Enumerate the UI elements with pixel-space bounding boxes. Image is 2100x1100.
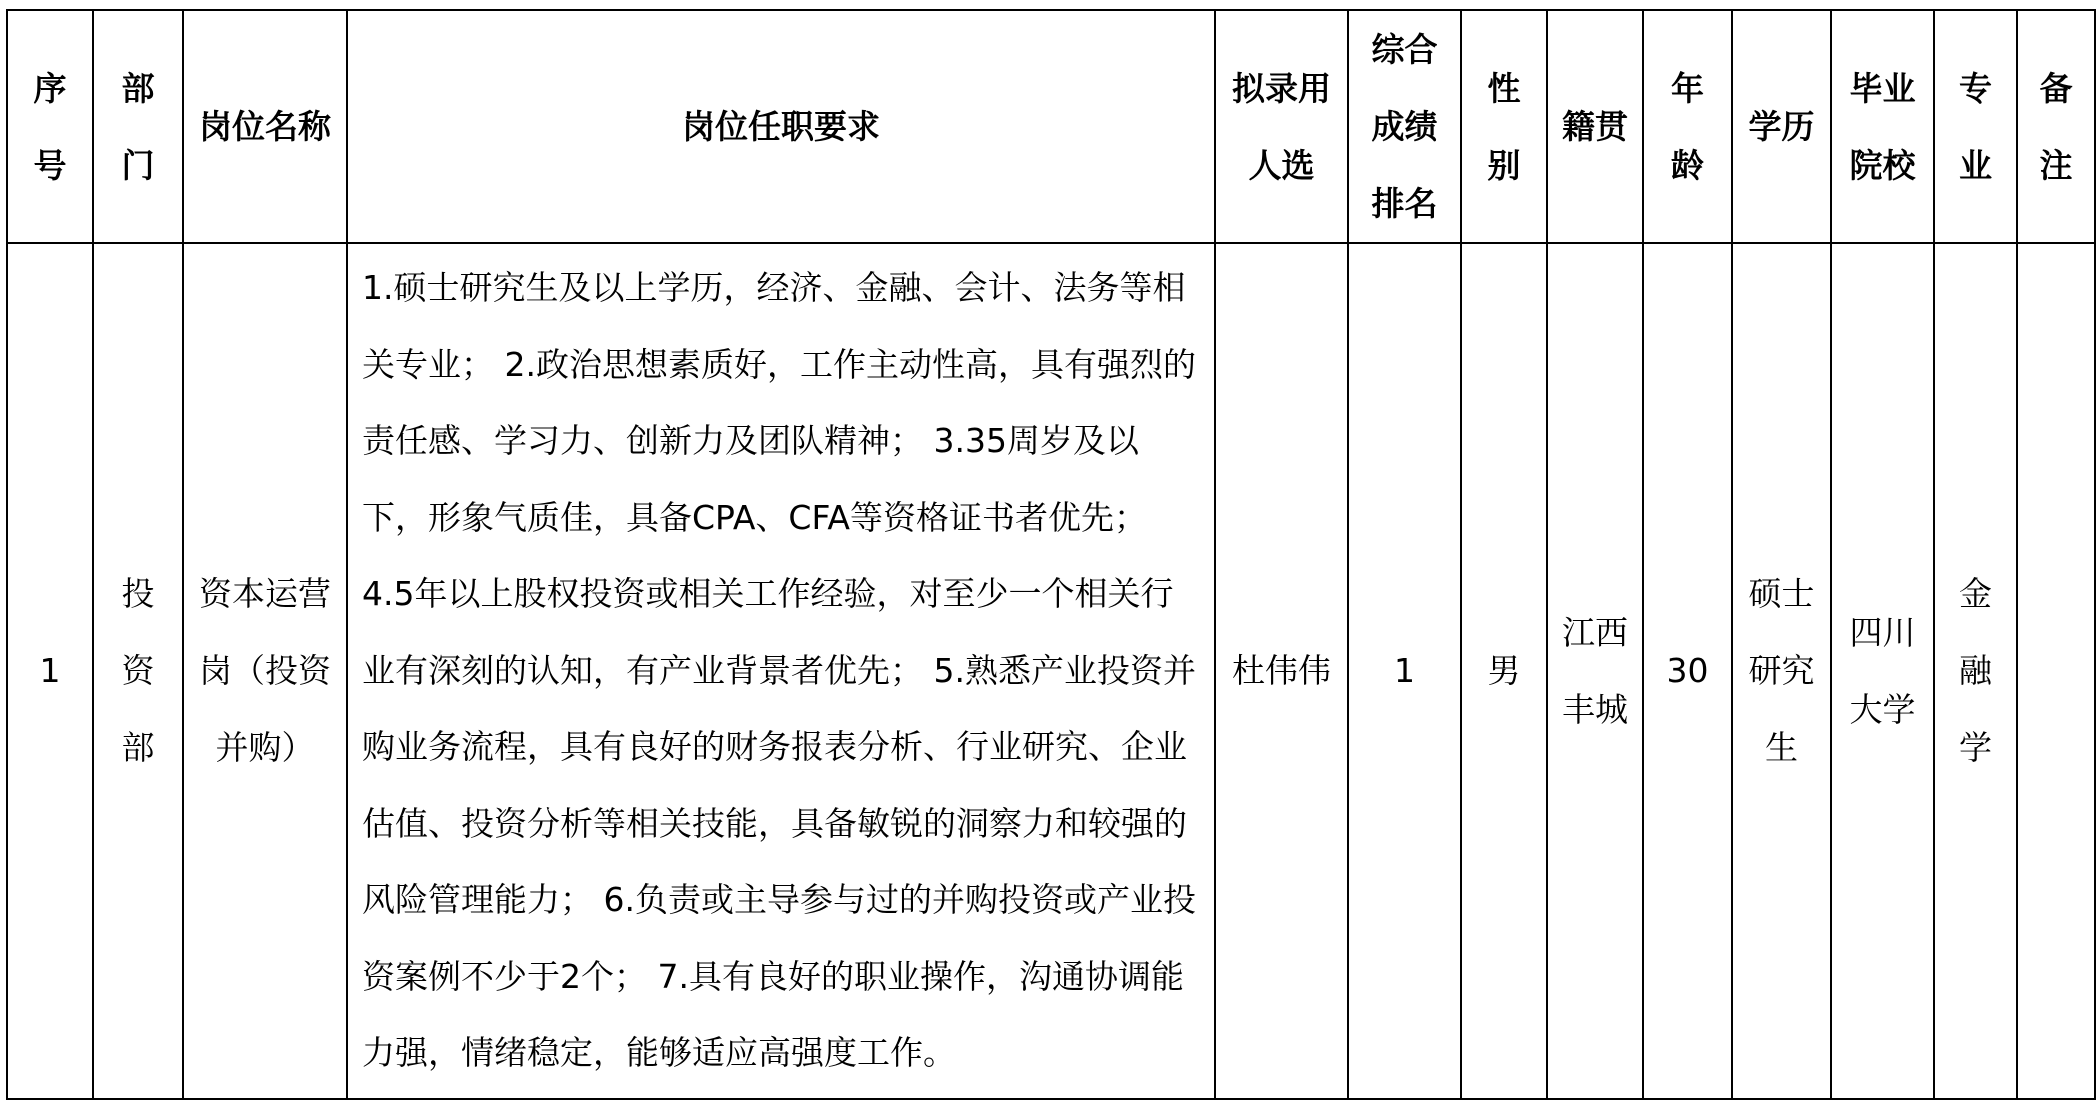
header-hometown: 籍贯: [1547, 10, 1643, 243]
cell-age: 30: [1643, 243, 1732, 1099]
cell-position: 资本运营岗（投资并购）: [183, 243, 347, 1099]
cell-hometown: 江西丰城: [1547, 243, 1643, 1099]
header-education: 学历: [1732, 10, 1831, 243]
header-position: 岗位名称: [183, 10, 347, 243]
header-candidate: 拟录用人选: [1215, 10, 1348, 243]
header-major: 专业: [1934, 10, 2017, 243]
recruitment-table: [6, 9, 2096, 1100]
cell-gender: 男: [1461, 243, 1547, 1099]
header-row: [7, 10, 2095, 243]
cell-major: 金融学: [1934, 243, 2017, 1099]
header-age: 年龄: [1643, 10, 1732, 243]
cell-candidate: 杜伟伟: [1215, 243, 1348, 1099]
cell-school: 四川大学: [1831, 243, 1934, 1099]
header-school: 毕业院校: [1831, 10, 1934, 243]
cell-dept: 投资部: [93, 243, 183, 1099]
header-requirements: 岗位任职要求: [347, 10, 1215, 243]
table-row: [7, 243, 2095, 1099]
header-seq: 序号: [7, 10, 93, 243]
cell-requirements: 1.硕士研究生及以上学历，经济、金融、会计、法务等相关专业； 2.政治思想素质好，工作主动性高，具有强烈的责任感、学习力、创新力及团队精神； 3.35周岁及以下，形象气质佳，具备CPA、CFA等资格证书者优先； 4.5年以上股权投资或相关工作经验，对至少一个相关行业有深刻的认知，有产业背景者优先； 5.熟悉产业投资并购业务流程，具有良好的财务报表分析、行业研究、企业估值、投资分析等相关技能，具备敏锐的洞察力和较强的风险管理能力； 6.负责或主导参与过的并购投资或产业投资案例不少于2个； 7.具有良好的职业操作，沟通协调能力强，情绪稳定，能够适应高强度工作。: [347, 243, 1215, 1099]
header-remarks: 备注: [2017, 10, 2095, 243]
cell-seq: 1: [7, 243, 93, 1099]
cell-rank: 1: [1348, 243, 1461, 1099]
cell-remarks: [2017, 243, 2095, 1099]
cell-education: 硕士研究生: [1732, 243, 1831, 1099]
header-rank: 综合成绩排名: [1348, 10, 1461, 243]
header-gender: 性别: [1461, 10, 1547, 243]
header-dept: 部门: [93, 10, 183, 243]
